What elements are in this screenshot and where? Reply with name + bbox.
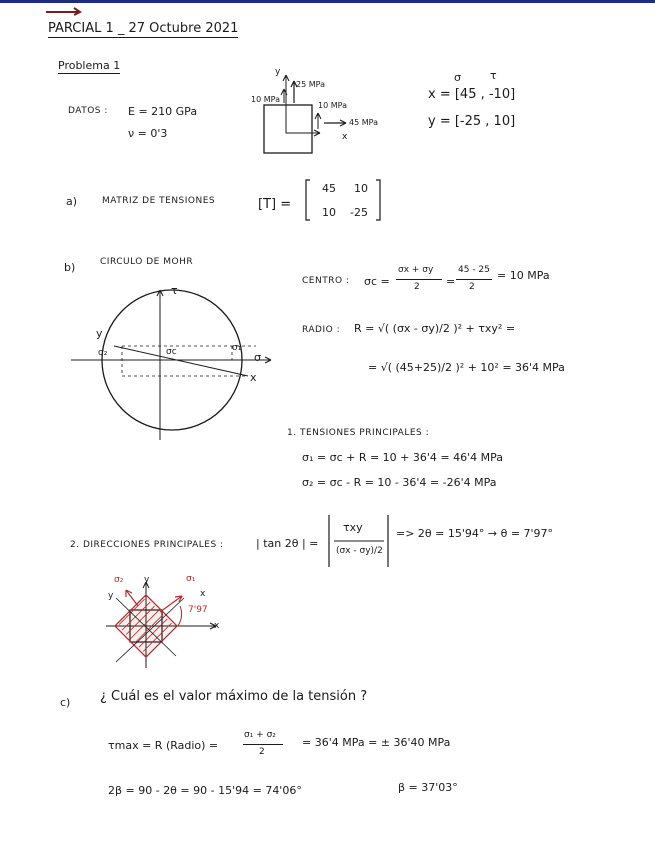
data-label: DATOS :: [68, 106, 108, 116]
center-label: CENTRO :: [302, 276, 350, 286]
matrix-m22: -25: [350, 206, 368, 219]
direction-result: => 2θ = 15'94° → θ = 7'97°: [396, 527, 554, 540]
mohr-tau-label: τ: [171, 284, 178, 297]
dir-x-prime-label: x: [200, 589, 206, 599]
mohr-circle-diagram: [66, 284, 276, 444]
sigma2-eq: σ₂ = σc - R = 10 - 36'4 = -26'4 MPa: [302, 476, 497, 489]
dir-y-label: y: [144, 575, 150, 585]
principal-title: 1. TENSIONES PRINCIPALES :: [287, 428, 430, 438]
mohr-x-label: x: [250, 371, 257, 384]
tan-frac-num: τxy: [343, 521, 363, 534]
part-c-question: ¿ Cuál es el valor máximo de la tensión ?: [100, 689, 368, 704]
tau-max-result: = 36'4 MPa = ± 36'40 MPa: [302, 736, 451, 749]
equals-sign: =: [446, 275, 456, 288]
center-eq: σc =: [364, 275, 390, 288]
part-b-label: b): [64, 261, 76, 274]
young-modulus: E = 210 GPa: [128, 105, 198, 118]
part-c-label: c): [60, 696, 71, 709]
dir-sigma2-label: σ₂: [114, 575, 124, 585]
center-frac-bar2: [456, 279, 492, 280]
center-frac-num2: 45 - 25: [458, 265, 490, 275]
left-shear-label: 10 MPa: [251, 95, 280, 104]
sigma1-eq: σ₁ = σc + R = 10 + 36'4 = 46'4 MPa: [302, 451, 503, 464]
dir-x-label: x: [214, 621, 220, 631]
radius-label: RADIO :: [302, 325, 341, 335]
right-shear-label: 10 MPa: [318, 101, 347, 110]
dir-sigma1-label: σ₁: [186, 574, 196, 584]
x-point: x = [45 , -10]: [428, 87, 516, 102]
center-result: = 10 MPa: [497, 269, 550, 282]
part-b-title: CIRCULO DE MOHR: [100, 257, 194, 267]
element-y-label: y: [275, 67, 281, 77]
matrix-brackets: [304, 178, 384, 222]
tau-heading: τ: [490, 69, 497, 82]
tau-frac-bar: [243, 744, 283, 745]
part-a-title: MATRIZ DE TENSIONES: [102, 196, 216, 206]
mohr-sigma1-label: σ₁: [232, 343, 242, 353]
stress-element-diagram: [250, 65, 400, 165]
matrix-m11: 45: [322, 182, 336, 195]
top-border: [0, 0, 655, 3]
mohr-sigma-label: σ: [254, 351, 261, 364]
arrow-icon: [44, 6, 84, 16]
center-frac-num: σx + σy: [398, 265, 434, 275]
y-point: y = [-25 , 10]: [428, 114, 516, 129]
center-frac-den: 2: [414, 282, 420, 292]
tan-frac-den: (σx - σy)/2: [336, 546, 383, 556]
tau-frac-num: σ₁ + σ₂: [244, 730, 276, 740]
stress-matrix-symbol: [T] =: [258, 197, 292, 212]
mohr-sigma2-label: σ₂: [98, 348, 108, 358]
tan-eq: | tan 2θ | =: [256, 537, 319, 550]
tau-max-eq: τmax = R (Radio) =: [108, 739, 219, 752]
beta-result: β = 37'03°: [398, 781, 458, 794]
element-x-label: x: [342, 132, 348, 142]
poisson-ratio: ν = 0'3: [128, 127, 168, 140]
mohr-center-label: σc: [166, 347, 177, 357]
top-stress-label: 25 MPa: [296, 80, 325, 89]
mohr-y-label: y: [96, 327, 103, 340]
center-frac-den2: 2: [469, 282, 475, 292]
tau-frac-den: 2: [259, 747, 265, 757]
problem-label: Problema 1: [58, 59, 121, 72]
radius-eq: R = √( (σx - σy)/2 )² + τxy² =: [354, 322, 516, 335]
part-a-label: a): [66, 195, 78, 208]
matrix-m12: 10: [354, 182, 368, 195]
dir-y-prime-label: y: [108, 591, 114, 601]
page-title: PARCIAL 1 _ 27 Octubre 2021: [48, 21, 239, 36]
radius-eq2: = √( (45+25)/2 )² + 10² = 36'4 MPa: [368, 361, 565, 374]
sigma-heading: σ: [454, 71, 461, 84]
dir-angle-label: 7'97: [188, 605, 208, 615]
directions-title: 2. DIRECCIONES PRINCIPALES :: [70, 540, 224, 550]
right-normal-label: 45 MPa: [349, 118, 378, 127]
center-frac-bar: [396, 279, 442, 280]
matrix-m21: 10: [322, 206, 336, 219]
beta-eq: 2β = 90 - 2θ = 90 - 15'94 = 74'06°: [108, 784, 302, 797]
